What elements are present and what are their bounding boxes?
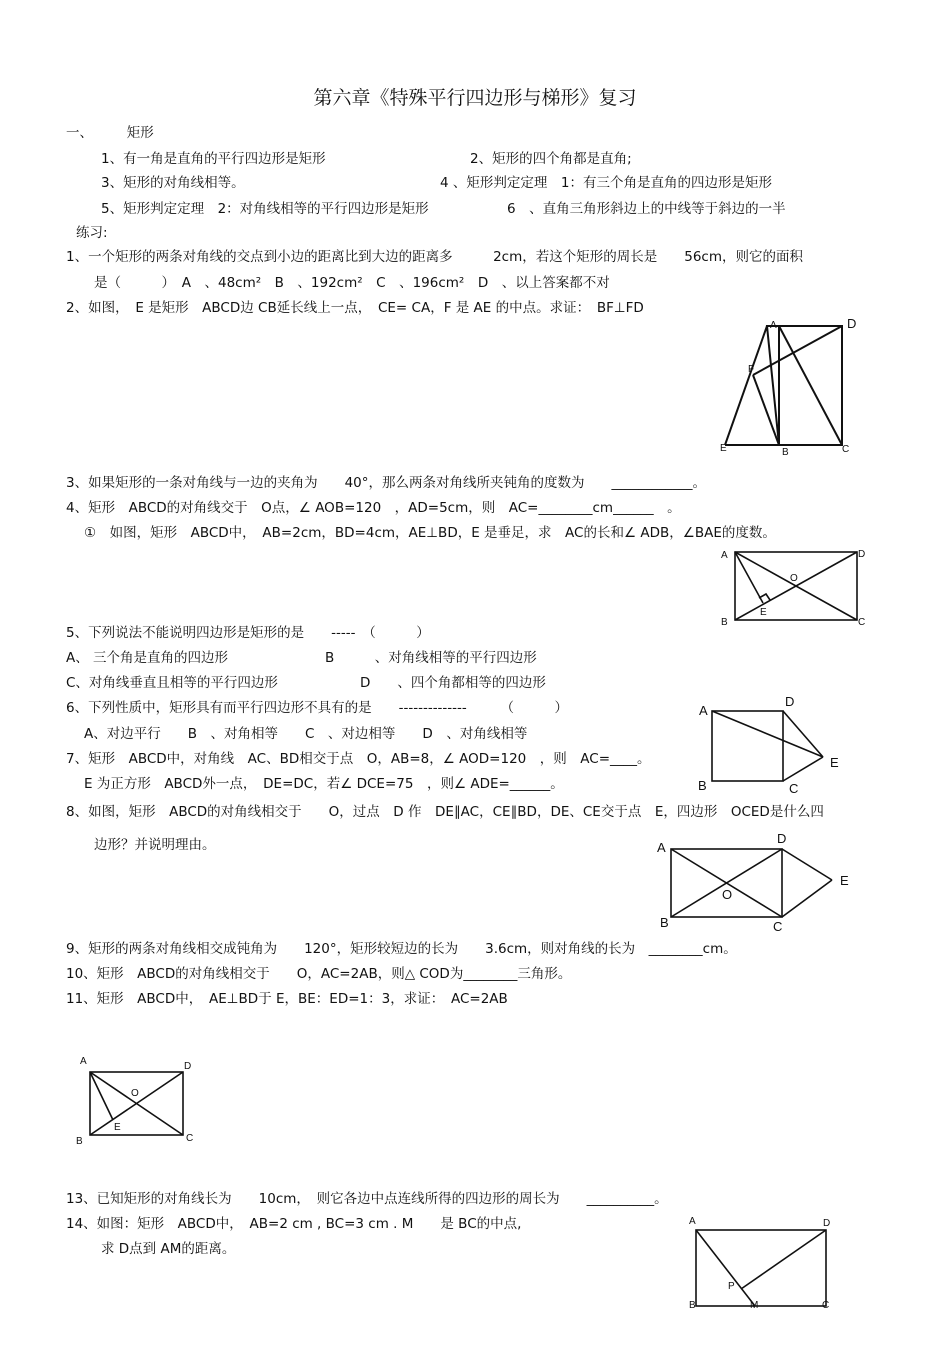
label-a: A: [657, 840, 666, 855]
question-6: 6、下列性质中，矩形具有而平行四边形不具有的是 -------------- （ ）: [66, 700, 569, 716]
figure-q2: [715, 315, 865, 460]
question-9: 9、矩形的两条对角线相交成钝角为 120°，矩形较短边的长为 3.6cm，则对角线的长为 ________cm。: [66, 941, 737, 957]
question-5-d: D 、四个角都相等的四边形: [360, 675, 546, 691]
label-d: D: [777, 831, 787, 846]
label-b: B: [782, 447, 789, 458]
question-2: 2、如图， E 是矩形 ABCD边 CB延长线上一点， CE= CA，F 是 AE 的中点。求证： BF⊥FD: [66, 300, 644, 316]
label-e: E: [114, 1122, 121, 1133]
question-5: 5、下列说法不能说明四边形是矩形的是 ----- （ ）: [66, 625, 430, 641]
label-c: C: [842, 444, 850, 455]
label-c: C: [858, 617, 866, 628]
label-e: E: [830, 755, 839, 770]
question-4: 4、矩形 ABCD的对角线交于 O点，∠ AOB=120 ，AD=5cm，则 AC=________cm______ 。: [66, 500, 681, 516]
label-f: F: [748, 364, 755, 375]
question-10: 10、矩形 ABCD的对角线相交于 O，AC=2AB，则△ COD为________三角形。: [66, 966, 572, 982]
figure-q11: [70, 1050, 210, 1150]
question-7: 7、矩形 ABCD中，对角线 AC、BD相交于点 O，AB=8，∠ AOD=120 ，则 AC=____。: [66, 751, 651, 767]
label-d: D: [184, 1061, 192, 1072]
label-a: A: [721, 550, 728, 561]
figure-q8: [650, 828, 860, 938]
question-1-options: 是（ ） A 、48cm² B 、192cm² C 、196cm² D 、以上答案都不对: [94, 275, 610, 291]
question-4-sub: ① 如图，矩形 ABCD中， AB=2cm，BD=4cm，AE⊥BD，E 是垂足，求 AC的长和∠ ADB，∠BAE的度数。: [84, 525, 776, 541]
theorem-2: 5、矩形判定定理 2：对角线相等的平行四边形是矩形: [101, 201, 429, 217]
label-d: D: [858, 549, 866, 560]
figure-q14: [680, 1210, 850, 1314]
label-o: O: [722, 887, 733, 902]
question-7-b: E 为正方形 ABCD外一点， DE=DC，若∠ DCE=75 ，则∠ ADE=______。: [84, 776, 564, 792]
question-5-a: A、 三个角是直角的四边形: [66, 650, 229, 666]
label-a: A: [699, 703, 708, 718]
label-d: D: [823, 1218, 831, 1229]
label-m: M: [750, 1300, 759, 1311]
question-11: 11、矩形 ABCD中， AE⊥BD于 E，BE：ED=1：3，求证： AC=2AB: [66, 991, 508, 1007]
label-a: A: [689, 1216, 696, 1227]
label-a: A: [770, 320, 777, 331]
label-b: B: [76, 1136, 83, 1147]
label-o: O: [790, 573, 798, 584]
label-p: P: [728, 1281, 735, 1292]
label-e: E: [720, 443, 727, 454]
label-c: C: [822, 1300, 830, 1311]
label-d: D: [847, 316, 857, 331]
question-1: 1、一个矩形的两条对角线的交点到小边的距离比到大边的距离多 2cm，若这个矩形的周长是 56cm，则它的面积: [66, 249, 804, 265]
label-b: B: [660, 915, 669, 930]
question-8: 8、如图，矩形 ABCD的对角线相交于 O，过点 D 作 DE∥AC，CE∥BD，DE、CE交于点 E，四边形 OCED是什么四: [66, 804, 824, 820]
label-b: B: [689, 1300, 696, 1311]
question-8-cont: 边形？并说明理由。: [94, 837, 216, 853]
label-c: C: [186, 1133, 194, 1144]
theorem-1: 4 、矩形判定定理 1：有三个角是直角的四边形是矩形: [440, 175, 772, 191]
question-14-cont: 求 D点到 AM的距离。: [101, 1241, 236, 1257]
property-2: 2、矩形的四个角都是直角;: [470, 151, 632, 167]
label-d: D: [785, 694, 795, 709]
property-1: 1、有一角是直角的平行四边形是矩形: [101, 151, 326, 167]
question-5-b: B 、对角线相等的平行四边形: [325, 650, 537, 666]
question-14: 14、如图：矩形 ABCD中， AB=2 cm , BC=3 cm . M 是 BC的中点,: [66, 1216, 522, 1232]
label-c: C: [773, 919, 783, 934]
label-b: B: [698, 778, 707, 793]
question-13: 13、已知矩形的对角线长为 10cm， 则它各边中点连线所得的四边形的周长为 __________。: [66, 1191, 668, 1207]
question-6-options: A、对边平行 B 、对角相等 C 、对边相等 D 、对角线相等: [84, 726, 528, 742]
practice-heading: 练习:: [76, 225, 108, 241]
label-b: B: [721, 617, 728, 628]
label-a: A: [80, 1056, 87, 1067]
label-o: O: [131, 1088, 139, 1099]
figure-q7: [690, 690, 850, 800]
label-c: C: [789, 781, 799, 796]
theorem-6: 6 、直角三角形斜边上的中线等于斜边的一半: [507, 201, 786, 217]
label-e: E: [840, 873, 849, 888]
question-3: 3、如果矩形的一条对角线与一边的夹角为 40°，那么两条对角线所夹钝角的度数为 ____________。: [66, 475, 707, 491]
property-3: 3、矩形的对角线相等。: [101, 175, 245, 191]
question-5-c: C、对角线垂直且相等的平行四边形: [66, 675, 278, 691]
page-title: 第六章《特殊平行四边形与梯形》复习: [313, 87, 637, 109]
label-e: E: [760, 607, 767, 618]
figure-q4: [715, 543, 875, 633]
section-heading: 一、 矩形: [66, 125, 154, 141]
